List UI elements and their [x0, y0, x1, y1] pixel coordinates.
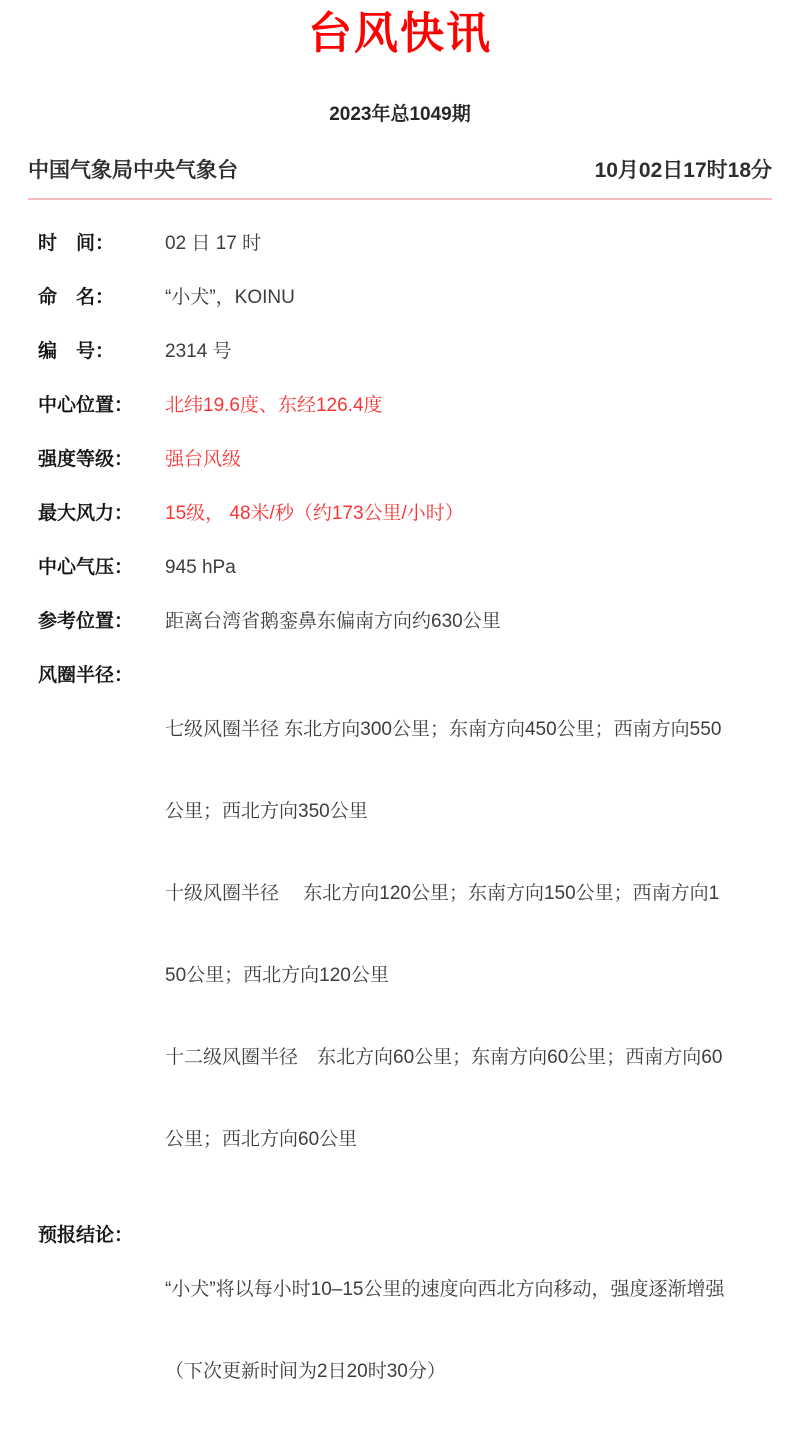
field-label: 编 号： [38, 341, 115, 362]
field-row-time [38, 231, 772, 257]
field-row-max-wind [38, 501, 772, 527]
field-label: 强度等级： [38, 449, 134, 470]
field-row-wind-circle-radius [38, 663, 772, 1207]
wind-circle-line: 50公里；西北方向120公里 [165, 965, 389, 986]
field-label: 风圈半径： [38, 665, 134, 686]
typhoon-bulletin [0, 10, 800, 1439]
field-row-forecast-conclusion [38, 1223, 772, 1439]
field-value: 02 日 17 时 [165, 233, 262, 254]
issue-number: 2023年总1049期 [329, 104, 471, 125]
wind-circle-line: 公里；西北方向350公里 [165, 801, 368, 822]
field-label: 预报结论： [38, 1225, 134, 1246]
field-list [28, 208, 772, 1439]
field-value [165, 1223, 772, 1439]
bulletin-header [28, 159, 772, 183]
forecast-line: “小犬”将以每小时10–15公里的速度向西北方向移动，强度逐渐增强 [165, 1279, 725, 1300]
field-row-number [38, 339, 772, 365]
forecast-line: （下次更新时间为2日20时30分） [165, 1361, 446, 1382]
field-label: 命 名： [38, 287, 115, 308]
issue-datetime: 10月02日17时18分 [594, 159, 772, 182]
field-value: 北纬19.6度、东经126.4度 [165, 395, 383, 416]
wind-circle-line: 七级风圈半径 东北方向300公里；东南方向450公里；西南方向550 [165, 719, 722, 740]
field-row-name [38, 285, 772, 311]
field-label: 参考位置： [38, 611, 134, 632]
field-label: 中心位置： [38, 395, 134, 416]
field-row-reference-position [38, 609, 772, 635]
field-value [165, 663, 772, 1207]
field-value: 2314 号 [165, 341, 232, 362]
field-value: 距离台湾省鹅銮鼻东偏南方向约630公里 [165, 611, 501, 632]
field-label: 最大风力： [38, 503, 134, 524]
wind-circle-line: 十二级风圈半径 东北方向60公里；东南方向60公里；西南方向60 [165, 1047, 723, 1068]
agency-name: 中国气象局中央气象台 [28, 159, 238, 182]
wind-circle-line: 十级风圈半径 东北方向120公里；东南方向150公里；西南方向1 [165, 883, 720, 904]
page-title: 台风快讯 [308, 9, 492, 58]
field-row-intensity [38, 447, 772, 473]
wind-circle-line: 公里；西北方向60公里 [165, 1129, 358, 1150]
field-label: 中心气压： [38, 557, 134, 578]
field-row-center-pressure [38, 555, 772, 581]
field-value: “小犬”，KOINU [165, 287, 295, 308]
field-value: 945 hPa [165, 557, 236, 578]
field-value: 15级， 48米/秒（约173公里/小时） [165, 503, 464, 524]
field-row-center-position [38, 393, 772, 419]
field-label: 时 间： [38, 233, 115, 254]
header-divider [28, 198, 772, 200]
field-value: 强台风级 [165, 449, 242, 470]
